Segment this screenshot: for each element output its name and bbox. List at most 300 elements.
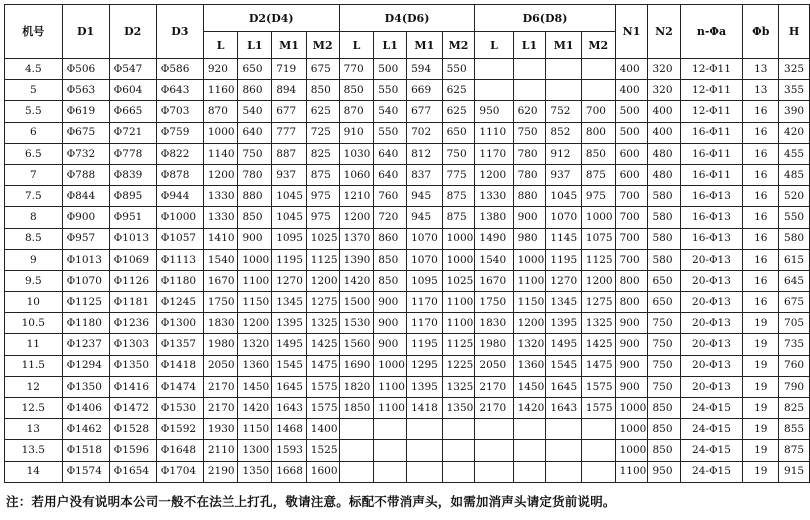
table-cell: 1400 xyxy=(306,419,339,440)
table-cell: 1100 xyxy=(442,292,475,313)
table-cell: 1420 xyxy=(339,270,374,291)
table-cell: 1850 xyxy=(339,398,374,419)
table-cell: 6.5 xyxy=(5,143,63,164)
table-cell: 1360 xyxy=(513,355,546,376)
table-cell: 1200 xyxy=(513,313,546,334)
table-cell: 900 xyxy=(238,228,272,249)
table-row xyxy=(5,164,810,185)
table-cell: 540 xyxy=(238,101,272,122)
table-cell: 894 xyxy=(272,80,307,101)
table-cell xyxy=(546,461,581,482)
table-cell: 16-Φ13 xyxy=(680,228,743,249)
table-cell: 4.5 xyxy=(5,59,63,80)
table-row xyxy=(5,270,810,291)
table-cell: 1070 xyxy=(407,228,442,249)
table-cell: 700 xyxy=(581,101,615,122)
table-cell: 12 xyxy=(5,376,63,397)
table-cell: 5.5 xyxy=(5,101,63,122)
table-cell: 1525 xyxy=(306,440,339,461)
table-cell: 645 xyxy=(779,270,810,291)
table-cell: 1668 xyxy=(272,461,307,482)
table-cell: 1325 xyxy=(442,376,475,397)
table-cell xyxy=(513,461,546,482)
table-cell xyxy=(581,59,615,80)
table-cell: 1575 xyxy=(581,398,615,419)
table-cell: 1000 xyxy=(442,249,475,270)
table-cell: 1270 xyxy=(272,270,307,291)
table-cell: 19 xyxy=(743,440,779,461)
table-cell: Φ822 xyxy=(156,143,203,164)
table-cell: Φ1245 xyxy=(156,292,203,313)
table-cell: 2170 xyxy=(203,376,238,397)
table-cell: 1450 xyxy=(513,376,546,397)
table-row xyxy=(5,228,810,249)
table-cell: Φ1416 xyxy=(109,376,156,397)
table-cell: 420 xyxy=(779,122,810,143)
table-cell: 1425 xyxy=(581,334,615,355)
table-cell: 975 xyxy=(581,186,615,207)
header-group-d4-d6: D4(D6) xyxy=(339,5,475,32)
table-cell: 13.5 xyxy=(5,440,63,461)
table-cell: Φ1070 xyxy=(62,270,109,291)
table-cell xyxy=(581,461,615,482)
table-cell: 400 xyxy=(648,122,680,143)
table-cell: Φ759 xyxy=(156,122,203,143)
table-cell: Φ721 xyxy=(109,122,156,143)
table-cell: 887 xyxy=(272,143,307,164)
table-cell: 850 xyxy=(339,80,374,101)
table-cell xyxy=(581,80,615,101)
table-cell: 550 xyxy=(779,207,810,228)
table-cell: 675 xyxy=(306,59,339,80)
table-cell: 1530 xyxy=(339,313,374,334)
table-cell: 875 xyxy=(442,186,475,207)
table-cell: 1095 xyxy=(272,228,307,249)
header-g1-l: L xyxy=(203,32,238,59)
table-cell: 850 xyxy=(648,398,680,419)
header-n2: N2 xyxy=(648,5,680,59)
table-cell: 1820 xyxy=(339,376,374,397)
table-cell: 1690 xyxy=(339,355,374,376)
table-cell: 650 xyxy=(238,59,272,80)
table-cell: 850 xyxy=(581,143,615,164)
table-cell: 750 xyxy=(648,376,680,397)
table-cell: 860 xyxy=(374,228,407,249)
header-model: 机号 xyxy=(5,5,63,59)
table-cell: 480 xyxy=(648,164,680,185)
table-cell: 550 xyxy=(374,80,407,101)
table-cell: 669 xyxy=(407,80,442,101)
table-cell: 16 xyxy=(743,270,779,291)
table-cell: 16-Φ11 xyxy=(680,164,743,185)
table-cell: 945 xyxy=(407,186,442,207)
table-row xyxy=(5,249,810,270)
table-row xyxy=(5,143,810,164)
table-cell: 1170 xyxy=(475,143,513,164)
table-cell: 825 xyxy=(779,398,810,419)
table-cell: Φ1350 xyxy=(62,376,109,397)
table-cell: 1395 xyxy=(546,313,581,334)
table-cell: Φ1648 xyxy=(156,440,203,461)
table-cell: 900 xyxy=(615,355,648,376)
table-cell: Φ619 xyxy=(62,101,109,122)
table-cell: Φ1236 xyxy=(109,313,156,334)
table-cell: 850 xyxy=(374,270,407,291)
table-cell: 455 xyxy=(779,143,810,164)
table-cell xyxy=(546,419,581,440)
table-cell: Φ1406 xyxy=(62,398,109,419)
table-row xyxy=(5,186,810,207)
table-cell: 1045 xyxy=(272,186,307,207)
header-group-d2-d4: D2(D4) xyxy=(203,5,339,32)
table-cell: 1360 xyxy=(238,355,272,376)
table-cell: 700 xyxy=(615,228,648,249)
table-cell: 720 xyxy=(374,207,407,228)
table-cell: 825 xyxy=(306,143,339,164)
table-row xyxy=(5,122,810,143)
table-cell: 13 xyxy=(743,59,779,80)
table-cell: 16 xyxy=(743,143,779,164)
table-cell: 1600 xyxy=(306,461,339,482)
table-cell: Φ1057 xyxy=(156,228,203,249)
table-cell: 1150 xyxy=(238,419,272,440)
table-cell: 900 xyxy=(513,207,546,228)
table-cell: 1200 xyxy=(203,164,238,185)
table-cell: 1275 xyxy=(306,292,339,313)
table-cell: 1468 xyxy=(272,419,307,440)
table-cell: Φ1528 xyxy=(109,419,156,440)
table-cell: 725 xyxy=(306,122,339,143)
table-cell xyxy=(546,440,581,461)
table-cell: 945 xyxy=(407,207,442,228)
table-cell: 1930 xyxy=(203,419,238,440)
table-cell: 850 xyxy=(306,80,339,101)
table-cell: 19 xyxy=(743,461,779,482)
table-cell: 1110 xyxy=(475,122,513,143)
table-cell: 900 xyxy=(615,376,648,397)
table-cell: 1060 xyxy=(339,164,374,185)
table-cell: Φ1069 xyxy=(109,249,156,270)
table-cell xyxy=(442,461,475,482)
header-g1-m2: M2 xyxy=(306,32,339,59)
table-cell: 615 xyxy=(779,249,810,270)
table-cell: 780 xyxy=(513,164,546,185)
table-cell: Φ788 xyxy=(62,164,109,185)
table-cell: 760 xyxy=(374,186,407,207)
table-cell: 650 xyxy=(648,270,680,291)
table-cell: 1390 xyxy=(339,249,374,270)
table-cell xyxy=(407,461,442,482)
table-cell: 702 xyxy=(407,122,442,143)
table-cell: 1370 xyxy=(339,228,374,249)
table-cell: 900 xyxy=(615,334,648,355)
table-cell: 16-Φ11 xyxy=(680,143,743,164)
table-cell: 1420 xyxy=(238,398,272,419)
table-cell: 852 xyxy=(546,122,581,143)
table-cell: 1643 xyxy=(272,398,307,419)
table-cell: 20-Φ13 xyxy=(680,355,743,376)
table-cell xyxy=(475,440,513,461)
table-cell xyxy=(339,440,374,461)
table-cell: Φ1181 xyxy=(109,292,156,313)
table-row xyxy=(5,80,810,101)
table-cell: 1270 xyxy=(546,270,581,291)
table-cell: 1670 xyxy=(203,270,238,291)
table-cell: 875 xyxy=(581,164,615,185)
table-cell: Φ1237 xyxy=(62,334,109,355)
table-cell: Φ839 xyxy=(109,164,156,185)
table-cell xyxy=(374,461,407,482)
table-cell: 850 xyxy=(648,419,680,440)
table-cell: 1425 xyxy=(306,334,339,355)
table-cell: 1150 xyxy=(238,292,272,313)
table-cell: 850 xyxy=(648,440,680,461)
table-cell: 24-Φ15 xyxy=(680,398,743,419)
table-cell: 870 xyxy=(203,101,238,122)
table-cell: 1320 xyxy=(238,334,272,355)
table-cell: 1545 xyxy=(546,355,581,376)
table-cell: 480 xyxy=(648,143,680,164)
table-cell: 600 xyxy=(615,143,648,164)
table-cell: 24-Φ15 xyxy=(680,440,743,461)
table-header xyxy=(5,5,810,59)
table-cell: 1575 xyxy=(581,376,615,397)
table-cell: Φ878 xyxy=(156,164,203,185)
table-cell: Φ665 xyxy=(109,101,156,122)
header-g3-m1: M1 xyxy=(546,32,581,59)
table-cell: 16 xyxy=(743,101,779,122)
table-cell: 2190 xyxy=(203,461,238,482)
table-cell: Φ1518 xyxy=(62,440,109,461)
table-cell: Φ1350 xyxy=(109,355,156,376)
table-cell: Φ586 xyxy=(156,59,203,80)
table-cell: 1140 xyxy=(203,143,238,164)
table-cell: Φ1472 xyxy=(109,398,156,419)
table-cell: 2110 xyxy=(203,440,238,461)
table-cell: Φ643 xyxy=(156,80,203,101)
table-cell xyxy=(339,461,374,482)
table-cell: 2170 xyxy=(475,376,513,397)
table-cell: 1395 xyxy=(272,313,307,334)
table-cell: 980 xyxy=(513,228,546,249)
table-cell: 5 xyxy=(5,80,63,101)
table-cell: 320 xyxy=(648,59,680,80)
table-cell xyxy=(546,80,581,101)
table-cell: 1495 xyxy=(546,334,581,355)
table-cell: 880 xyxy=(513,186,546,207)
table-cell: 1295 xyxy=(407,355,442,376)
table-cell: Φ778 xyxy=(109,143,156,164)
table-cell: 1980 xyxy=(203,334,238,355)
table-cell: 975 xyxy=(306,207,339,228)
table-cell: 750 xyxy=(648,355,680,376)
table-cell: 910 xyxy=(339,122,374,143)
table-cell: 16 xyxy=(743,122,779,143)
table-cell: 19 xyxy=(743,355,779,376)
table-cell: Φ944 xyxy=(156,186,203,207)
table-row xyxy=(5,461,810,482)
table-cell: 1200 xyxy=(339,207,374,228)
table-cell: 10 xyxy=(5,292,63,313)
table-cell xyxy=(546,59,581,80)
table-cell: 594 xyxy=(407,59,442,80)
table-cell: 400 xyxy=(615,80,648,101)
table-cell: 20-Φ13 xyxy=(680,334,743,355)
table-cell xyxy=(475,80,513,101)
table-cell: 860 xyxy=(238,80,272,101)
table-cell: 677 xyxy=(407,101,442,122)
table-cell: Φ957 xyxy=(62,228,109,249)
table-cell: 500 xyxy=(615,122,648,143)
table-cell: 1150 xyxy=(513,292,546,313)
table-cell: 875 xyxy=(779,440,810,461)
table-row xyxy=(5,376,810,397)
table-cell: 750 xyxy=(648,334,680,355)
table-cell: 875 xyxy=(442,207,475,228)
header-g3-m2: M2 xyxy=(581,32,615,59)
table-cell: 1195 xyxy=(272,249,307,270)
table-cell: 19 xyxy=(743,376,779,397)
table-cell: 880 xyxy=(238,186,272,207)
table-cell: Φ1180 xyxy=(62,313,109,334)
table-cell: 1560 xyxy=(339,334,374,355)
table-cell: 1325 xyxy=(306,313,339,334)
table-cell: 900 xyxy=(615,313,648,334)
table-cell: 700 xyxy=(615,249,648,270)
table-row xyxy=(5,101,810,122)
table-cell: 2170 xyxy=(475,398,513,419)
footnote: 注：若用户没有说明本公司一般不在法兰上打孔，敬请注意。标配不带消声头，如需加消声头请定货前说明。 xyxy=(6,494,616,509)
table-cell: 11.5 xyxy=(5,355,63,376)
table-cell: 19 xyxy=(743,313,779,334)
table-cell: 20-Φ13 xyxy=(680,376,743,397)
table-cell: 1540 xyxy=(203,249,238,270)
table-cell: 620 xyxy=(513,101,546,122)
table-cell: 1030 xyxy=(339,143,374,164)
table-cell: 20-Φ13 xyxy=(680,313,743,334)
table-cell: 920 xyxy=(203,59,238,80)
table-row xyxy=(5,398,810,419)
header-g3-l1: L1 xyxy=(513,32,546,59)
table-cell: 1540 xyxy=(475,249,513,270)
table-cell: 10.5 xyxy=(5,313,63,334)
table-cell: 1300 xyxy=(238,440,272,461)
table-cell: 16 xyxy=(743,249,779,270)
table-cell: 770 xyxy=(339,59,374,80)
header-g2-m1: M1 xyxy=(407,32,442,59)
table-cell: 1330 xyxy=(203,207,238,228)
table-cell: 485 xyxy=(779,164,810,185)
table-cell: 1170 xyxy=(407,313,442,334)
table-cell: Φ900 xyxy=(62,207,109,228)
table-cell: 13 xyxy=(743,80,779,101)
table-cell: 1475 xyxy=(306,355,339,376)
table-cell xyxy=(407,440,442,461)
table-cell: 540 xyxy=(374,101,407,122)
table-cell: 1100 xyxy=(615,461,648,482)
table-cell: 1350 xyxy=(442,398,475,419)
table-cell: 937 xyxy=(272,164,307,185)
header-h: H xyxy=(779,5,810,59)
table-cell: 1000 xyxy=(615,419,648,440)
table-cell: Φ1294 xyxy=(62,355,109,376)
table-cell: 1200 xyxy=(475,164,513,185)
table-cell: 16-Φ11 xyxy=(680,122,743,143)
header-g1-m1: M1 xyxy=(272,32,307,59)
table-cell: Φ895 xyxy=(109,186,156,207)
table-cell: 2050 xyxy=(203,355,238,376)
table-cell xyxy=(513,419,546,440)
table-cell: 1490 xyxy=(475,228,513,249)
table-cell: 1125 xyxy=(442,334,475,355)
table-cell: 1330 xyxy=(475,186,513,207)
table-cell: 400 xyxy=(648,101,680,122)
table-cell: 520 xyxy=(779,186,810,207)
table-cell: 1275 xyxy=(581,292,615,313)
header-d3: D3 xyxy=(156,5,203,59)
table-cell: 650 xyxy=(442,122,475,143)
header-g1-l1: L1 xyxy=(238,32,272,59)
table-cell: 1593 xyxy=(272,440,307,461)
table-cell: 625 xyxy=(442,101,475,122)
table-cell: 1575 xyxy=(306,376,339,397)
table-cell: 1200 xyxy=(306,270,339,291)
table-cell: 19 xyxy=(743,334,779,355)
table-cell: 625 xyxy=(442,80,475,101)
table-cell: 1100 xyxy=(513,270,546,291)
table-cell: 19 xyxy=(743,419,779,440)
table-cell: Φ1592 xyxy=(156,419,203,440)
table-cell: 1330 xyxy=(203,186,238,207)
table-cell: 11 xyxy=(5,334,63,355)
table-cell: 20-Φ13 xyxy=(680,249,743,270)
table-row xyxy=(5,313,810,334)
table-cell xyxy=(374,419,407,440)
table-cell: 750 xyxy=(442,143,475,164)
table-cell: 1095 xyxy=(407,270,442,291)
table-cell: 1350 xyxy=(238,461,272,482)
table-cell: 7.5 xyxy=(5,186,63,207)
table-cell: 719 xyxy=(272,59,307,80)
table-cell: 780 xyxy=(513,143,546,164)
table-cell: Φ1013 xyxy=(109,228,156,249)
table-cell: 16 xyxy=(743,164,779,185)
table-cell: 16 xyxy=(743,207,779,228)
table-cell: 550 xyxy=(374,122,407,143)
table-cell: 950 xyxy=(475,101,513,122)
table-cell: 16-Φ13 xyxy=(680,186,743,207)
table-cell: 900 xyxy=(374,313,407,334)
table-cell: Φ604 xyxy=(109,80,156,101)
table-cell: 16 xyxy=(743,292,779,313)
table-cell: 580 xyxy=(648,207,680,228)
table-cell: 580 xyxy=(779,228,810,249)
table-cell: 937 xyxy=(546,164,581,185)
table-cell: Φ1113 xyxy=(156,249,203,270)
table-cell: 320 xyxy=(648,80,680,101)
table-cell: Φ1303 xyxy=(109,334,156,355)
table-cell: 355 xyxy=(779,80,810,101)
table-cell: 1475 xyxy=(581,355,615,376)
table-cell: Φ1125 xyxy=(62,292,109,313)
header-g2-l1: L1 xyxy=(374,32,407,59)
header-d1: D1 xyxy=(62,5,109,59)
spec-table-container xyxy=(4,4,810,483)
table-cell: 600 xyxy=(615,164,648,185)
table-cell: 837 xyxy=(407,164,442,185)
table-cell: 325 xyxy=(779,59,810,80)
table-cell: 800 xyxy=(615,270,648,291)
